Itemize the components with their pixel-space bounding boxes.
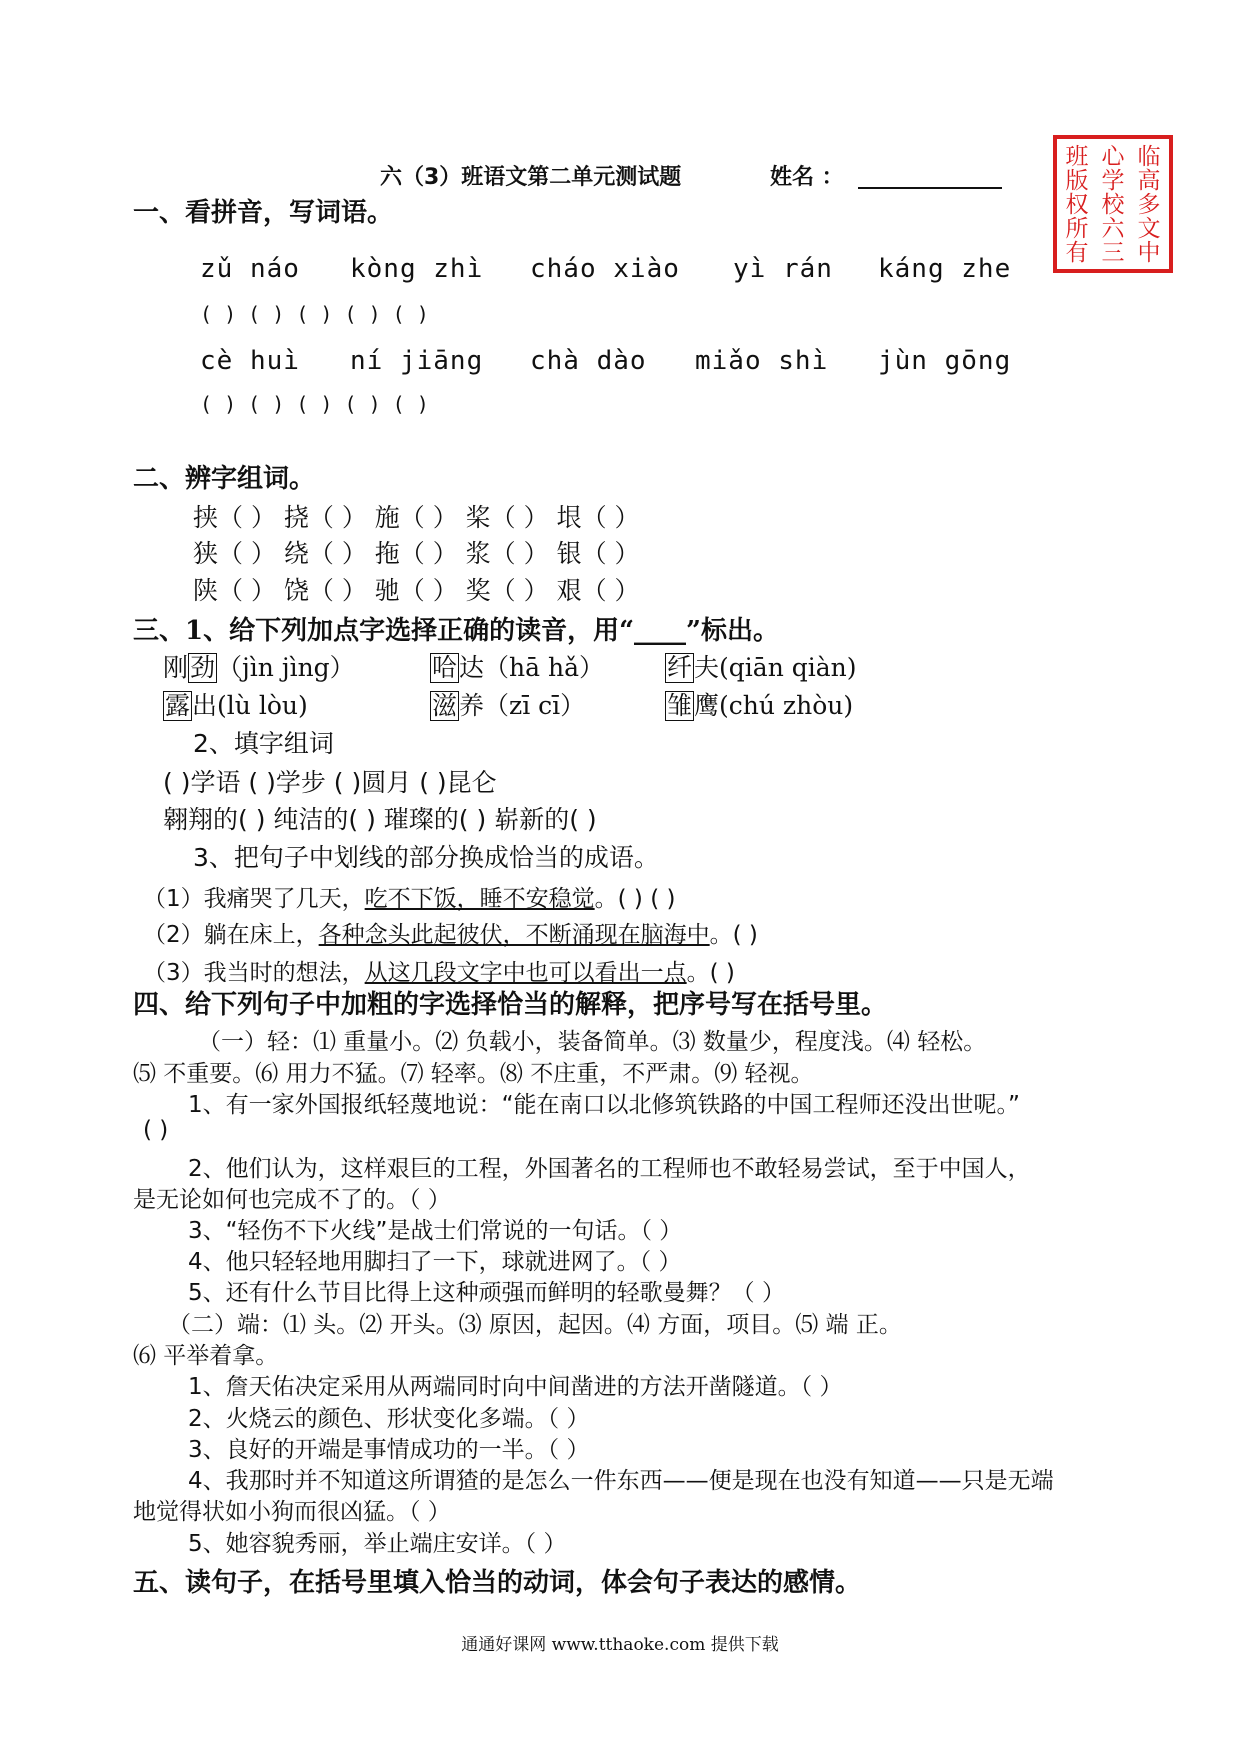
char-row-2[interactable]: 狭（ ） 绕（ ） 拖（ ） 浆（ ） 银（ ） — [193, 539, 640, 568]
pinyin-1: zǔ náo — [200, 254, 300, 284]
reading-item-3[interactable]: 纤夫(qiān qiàn) — [667, 653, 857, 682]
part1-definitions-a: （一）轻：⑴ 重量小。⑵ 负载小，装备简单。⑶ 数量少，程度浅。⑷ 轻松。 — [198, 1029, 987, 1055]
stamp-col-2: 心学校六三 — [1101, 144, 1125, 266]
q2-row-2[interactable]: 翱翔的( ) 纯洁的( ) 璀璨的( ) 崭新的( ) — [163, 805, 597, 834]
char-row-1[interactable]: 挟（ ） 挠（ ） 施（ ） 桨（ ） 垠（ ） — [193, 503, 640, 532]
q3-sentence-1[interactable]: （1）我痛哭了几天，吃不下饭，睡不安稳觉。( ) ( ) — [143, 886, 676, 912]
page-title: 六（3）班语文第二单元测试题 — [380, 165, 682, 190]
p1-question-4[interactable]: 4、他只轻轻地用脚扫了一下，球就进网了。（ ） — [188, 1249, 682, 1275]
reading-item-4[interactable]: 露出(lù lòu) — [165, 691, 308, 720]
p1-question-2-b[interactable]: 是无论如何也完成不了的。（ ） — [133, 1187, 451, 1213]
char-row-3[interactable]: 陕（ ） 饶（ ） 驰（ ） 奖（ ） 艰（ ） — [193, 576, 640, 605]
p2-question-4-b[interactable]: 地觉得状如小狗而很凶猛。（ ） — [133, 1499, 451, 1525]
reading-item-5[interactable]: 滋养（zī cī） — [432, 691, 586, 720]
p2-question-4-a: 4、我那时并不知道这所谓猹的是怎么一件东西——便是现在也没有知道——只是无端 — [188, 1468, 1054, 1494]
q3-sentence-3[interactable]: （3）我当时的想法，从这几段文字中也可以看出一点。( ) — [143, 960, 735, 986]
stamp-col-3: 班版权所有 — [1065, 144, 1089, 266]
answer-row-2[interactable]: ( ) ( ) ( ) ( ) ( ) — [200, 392, 429, 416]
pinyin-9: miǎo shì — [695, 346, 829, 376]
pinyin-8: chà dào — [530, 346, 647, 376]
section4-heading: 四、给下列句子中加粗的字选择恰当的解释，把序号写在括号里。 — [133, 990, 888, 1020]
p1-question-1-b[interactable]: ( ) — [143, 1117, 169, 1143]
q2-heading: 2、填字组词 — [193, 729, 334, 758]
p1-question-2-a: 2、他们认为，这样艰巨的工程，外国著名的工程师也不敢轻易尝试，至于中国人， — [188, 1156, 1031, 1182]
name-blank[interactable] — [858, 187, 1002, 189]
p1-question-3[interactable]: 3、“轻伤不下火线”是战士们常说的一句话。（ ） — [188, 1218, 683, 1244]
pinyin-3: cháo xiào — [530, 254, 680, 284]
section3-heading: 三、1、给下列加点字选择正确的读音，用“____”标出。 — [133, 616, 780, 646]
p2-question-5[interactable]: 5、她容貌秀丽，举止端庄安详。（ ） — [188, 1531, 567, 1557]
pinyin-5: káng zhe — [878, 254, 1012, 284]
section1-heading: 一、看拼音，写词语。 — [133, 198, 394, 228]
part2-definitions-a: （二）端：⑴ 头。⑵ 开头。⑶ 原因，起因。⑷ 方面，项目。⑸ 端 正。 — [168, 1312, 902, 1338]
p1-question-5[interactable]: 5、还有什么节目比得上这种顽强而鲜明的轻歌曼舞？（ ） — [188, 1280, 785, 1306]
reading-item-1[interactable]: 刚劲（jìn jìng） — [163, 653, 355, 682]
pinyin-2: kòng zhì — [350, 254, 484, 284]
answer-row-1[interactable]: ( ) ( ) ( ) ( ) ( ) — [200, 302, 429, 326]
p2-question-2[interactable]: 2、火烧云的颜色、形状变化多端。（ ） — [188, 1406, 590, 1432]
q3-sentence-2[interactable]: （2）躺在床上，各种念头此起彼伏，不断涌现在脑海中。( ) — [143, 922, 758, 948]
stamp-col-1: 临高多文中 — [1137, 144, 1161, 266]
p1-question-1-a: 1、有一家外国报纸轻蔑地说：“能在南口以北修筑铁路的中国工程师还没出世呢。” — [188, 1092, 1020, 1118]
footer-credit: 通通好课网 www.tthaoke.com 提供下载 — [461, 1635, 779, 1655]
section2-heading: 二、辨字组词。 — [133, 464, 316, 494]
q2-row-1[interactable]: ( )学语 ( )学步 ( )圆月 ( )昆仑 — [163, 768, 497, 797]
name-label: 姓名 ： — [770, 165, 844, 190]
part1-definitions-b: ⑸ 不重要。⑹ 用力不猛。⑺ 轻率。⑻ 不庄重，不严肃。⑼ 轻视。 — [133, 1061, 814, 1087]
pinyin-10: jùn gōng — [878, 346, 1012, 376]
p2-question-1[interactable]: 1、詹天佑决定采用从两端同时向中间凿进的方法开凿隧道。（ ） — [188, 1374, 843, 1400]
pinyin-4: yì rán — [733, 254, 833, 284]
section5-heading: 五、读句子，在括号里填入恰当的动词，体会句子表达的感情。 — [133, 1568, 862, 1598]
reading-item-2[interactable]: 哈达（hā hǎ） — [432, 653, 604, 682]
pinyin-7: ní jiāng — [350, 346, 484, 376]
pinyin-6: cè huì — [200, 346, 300, 376]
q3-heading: 3、把句子中划线的部分换成恰当的成语。 — [193, 843, 659, 872]
reading-item-6[interactable]: 雏鹰(chú zhòu) — [667, 691, 854, 720]
part2-definitions-b: ⑹ 平举着拿。 — [133, 1343, 279, 1369]
copyright-stamp — [1053, 135, 1173, 273]
p2-question-3[interactable]: 3、良好的开端是事情成功的一半。（ ） — [188, 1437, 590, 1463]
